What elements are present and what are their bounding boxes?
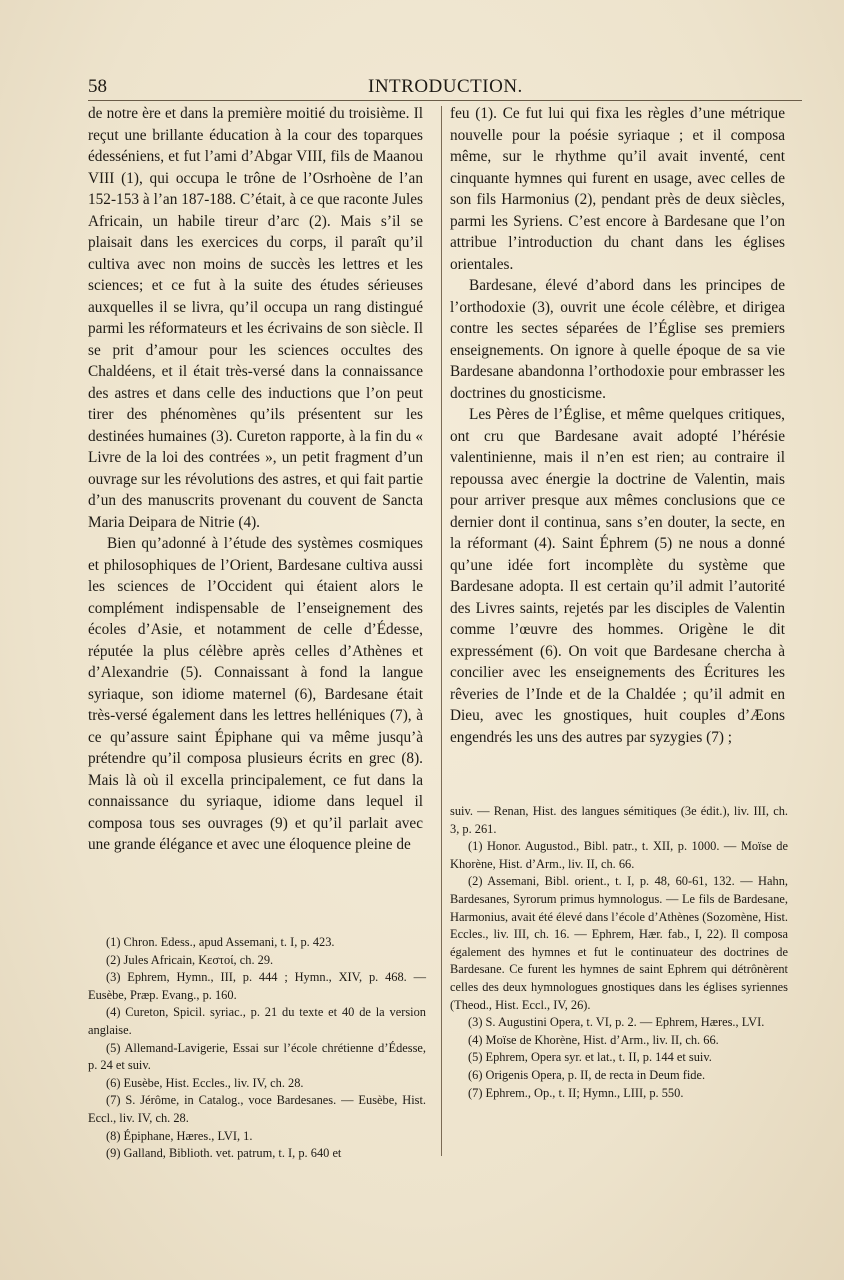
right-paragraph-2: Bardesane, élevé d’abord dans les principes de l’orthodoxie (3), ouvrit une école célèbre, et dirigea contre les sectes séparées de l’Église ses premiers enseignements. On ignore à quelle époque de sa vie Bardesane abandonna l’orthodoxie pour embrasser les doctrines du gnosticisme. xyxy=(450,277,785,402)
right-footnotes xyxy=(450,803,788,1102)
running-title: INTRODUCTION. xyxy=(368,76,523,97)
left-column xyxy=(88,103,423,856)
footnote: (1) Honor. Augustod., Bibl. patr., t. XII, p. 1000. — Moïse de Khorène, Hist. d’Arm., liv. II, ch. 66. xyxy=(450,839,788,871)
footnote: (2) Jules Africain, Κεστοί, ch. 29. xyxy=(106,952,274,967)
page-header xyxy=(88,76,800,100)
header-rule xyxy=(88,100,802,101)
right-paragraph-1: feu (1). Ce fut lui qui fixa les règles d’une métrique nouvelle pour la poésie syriaque ; et il composa même, sur le rhythme qu’il avait inventé, cent cinquante hymnes qui furent en usage, avec celles de son fils Harmonius (2), pendant près de deux siècles, parmi les Syriens. C’est encore à Bardesane que l’on attribue l’introduction du chant dans les églises orientales. xyxy=(450,105,785,273)
left-paragraph-2: Bien qu’adonné à l’étude des systèmes cosmiques et philosophiques de l’Orient, Bardesane cultiva aussi les sciences de l’Occident qui étaient alors le complément indispensable de l’enseignement des écoles d’Asie, et notamment de celle d’Édesse, réputée la plus célèbre après celles d’Athènes et d’Alexandrie (5). Connaissant à fond la langue syriaque, son idiome maternel (6), Bardesane était très-versé également dans les lettres helléniques (7), à ce qu’assure saint Épiphane qui va même jusqu’à prétendre qu’il composa plusieurs écrits en grec (8). Mais là où il excella principalement, ce fut dans la connaissance du syriaque, idiome dans lequel il composa tous ses ouvrages (9) et qu’il parlait avec une grande élégance et avec une éloquence pleine de xyxy=(88,535,423,853)
footnote: (9) Galland, Biblioth. vet. patrum, t. I, p. 640 et xyxy=(106,1146,342,1161)
footnote: (5) Allemand-Lavigerie, Essai sur l’école chrétienne d’Édesse, p. 24 et suiv. xyxy=(88,1040,426,1073)
footnote: (6) Origenis Opera, p. II, de recta in Deum fide. xyxy=(468,1067,706,1082)
footnote: (3) Ephrem, Hymn., III, p. 444 ; Hymn., XIV, p. 468. — Eusèbe, Præp. Evang., p. 160. xyxy=(88,970,426,1002)
left-footnotes xyxy=(88,934,426,1163)
left-paragraph-1: de notre ère et dans la première moitié du troisième. Il reçut une brillante éducation à la cour des toparques édesséniens, et fut l’ami d’Abgar VIII, fils de Maanou VIII (1), qui occupa le trône de l’Osrhoène de l’an 152-153 à l’an 187-188. C’était, à ce que raconte Jules Africain, un habile tireur d’arc (2). Mais s’il se plaisait dans les exercices du corps, il paraît qu’il cultiva avec non moins de succès les lettres et les sciences; et ce fut à la suite des études sérieuses auxquelles il se livra, qu’il occupa un rang distingué parmi les réformateurs et les écrivains de son siècle. Il se prit d’amour pour les sciences occultes des Chaldéens, et il était très-versé dans la connaissance des astres et dans celle des inductions que l’on peut tirer des phénomènes qu’ils présentent sur les destinées humaines (3). Cureton rapporte, à la fin du « Livre de la loi des contrées », un petit fragment d’un ouvrage sur les révolutions des astres, et qui fait partie d’un des manuscrits provenant du couvent de Sancta Maria Deipara de Nitrie (4). xyxy=(88,105,423,531)
footnote: (4) Moïse de Khorène, Hist. d’Arm., liv. II, ch. 66. xyxy=(468,1032,719,1047)
footnote: (3) S. Augustini Opera, t. VI, p. 2. — Ephrem, Hæres., LVI. xyxy=(468,1015,765,1030)
column-divider xyxy=(441,106,442,1156)
footnote: (2) Assemani, Bibl. orient., t. I, p. 48, 60-61, 132. — Hahn, Bardesanes, Syrorum primus hymnologus. — Le fils de Bardesane, Harmonius, avait été élevé dans l’école d’Athènes (Sozomène, Hist. Eccles., liv. III, ch. 16. — Ephrem, Hær. fab., I, 22). Il composa également des hymnes et fut le continuateur des doctrines de Bardesane. Ce furent les hymnes de saint Ephrem qui détrônèrent celles des deux hymnologues gnostiques dans les églises syriennes (Theod., Hist. Eccl., IV, 26). xyxy=(450,874,788,1012)
footnote-continuation: suiv. — Renan, Hist. des langues sémitiques (3e édit.), liv. III, ch. 3, p. 261. xyxy=(450,804,788,836)
footnote: (5) Ephrem, Opera syr. et lat., t. II, p. 144 et suiv. xyxy=(468,1050,712,1065)
footnote: (7) S. Jérôme, in Catalog., voce Bardesanes. — Eusèbe, Hist. Eccl., liv. IV, ch. 28. xyxy=(88,1093,426,1125)
right-paragraph-3: Les Pères de l’Église, et même quelques critiques, ont cru que Bardesane avait adopté l’hérésie valentinienne, mais il n’en est rien; au contraire il repoussa avec énergie la doctrine de Valentin, mais pour arriver presque aux mêmes conclusions que ce dernier dont il continua, sans s’en douter, la secte, en la réformant (4). Saint Éphrem (5) ne nous a donné qu’une idée fort incomplète du système que Bardesane adopta. Il est certain qu’il admit l’autorité des Livres saints, rejetés par les disciples de Valentin comme l’œuvre des hommes. Origène le dit expressément (6). On voit que Bardesane chercha à concilier avec les enseignements des Écritures les rêveries de l’Inde et de la Chaldée ; qu’il admit en Dieu, avec les gnostiques, huit couples d’Æons engendrés les uns des autres par syzygies (7) ; xyxy=(450,406,785,746)
footnote: (8) Épiphane, Hæres., LVI, 1. xyxy=(106,1128,253,1143)
right-column xyxy=(450,103,785,748)
page-number: 58 xyxy=(88,76,107,97)
footnote: (4) Cureton, Spicil. syriac., p. 21 du texte et 40 de la version anglaise. xyxy=(88,1005,426,1037)
footnote: (6) Eusèbe, Hist. Eccles., liv. IV, ch. 28. xyxy=(106,1075,304,1090)
footnote: (7) Ephrem., Op., t. II; Hymn., LIII, p. 550. xyxy=(468,1085,684,1100)
footnote: (1) Chron. Edess., apud Assemani, t. I, p. 423. xyxy=(106,935,335,949)
